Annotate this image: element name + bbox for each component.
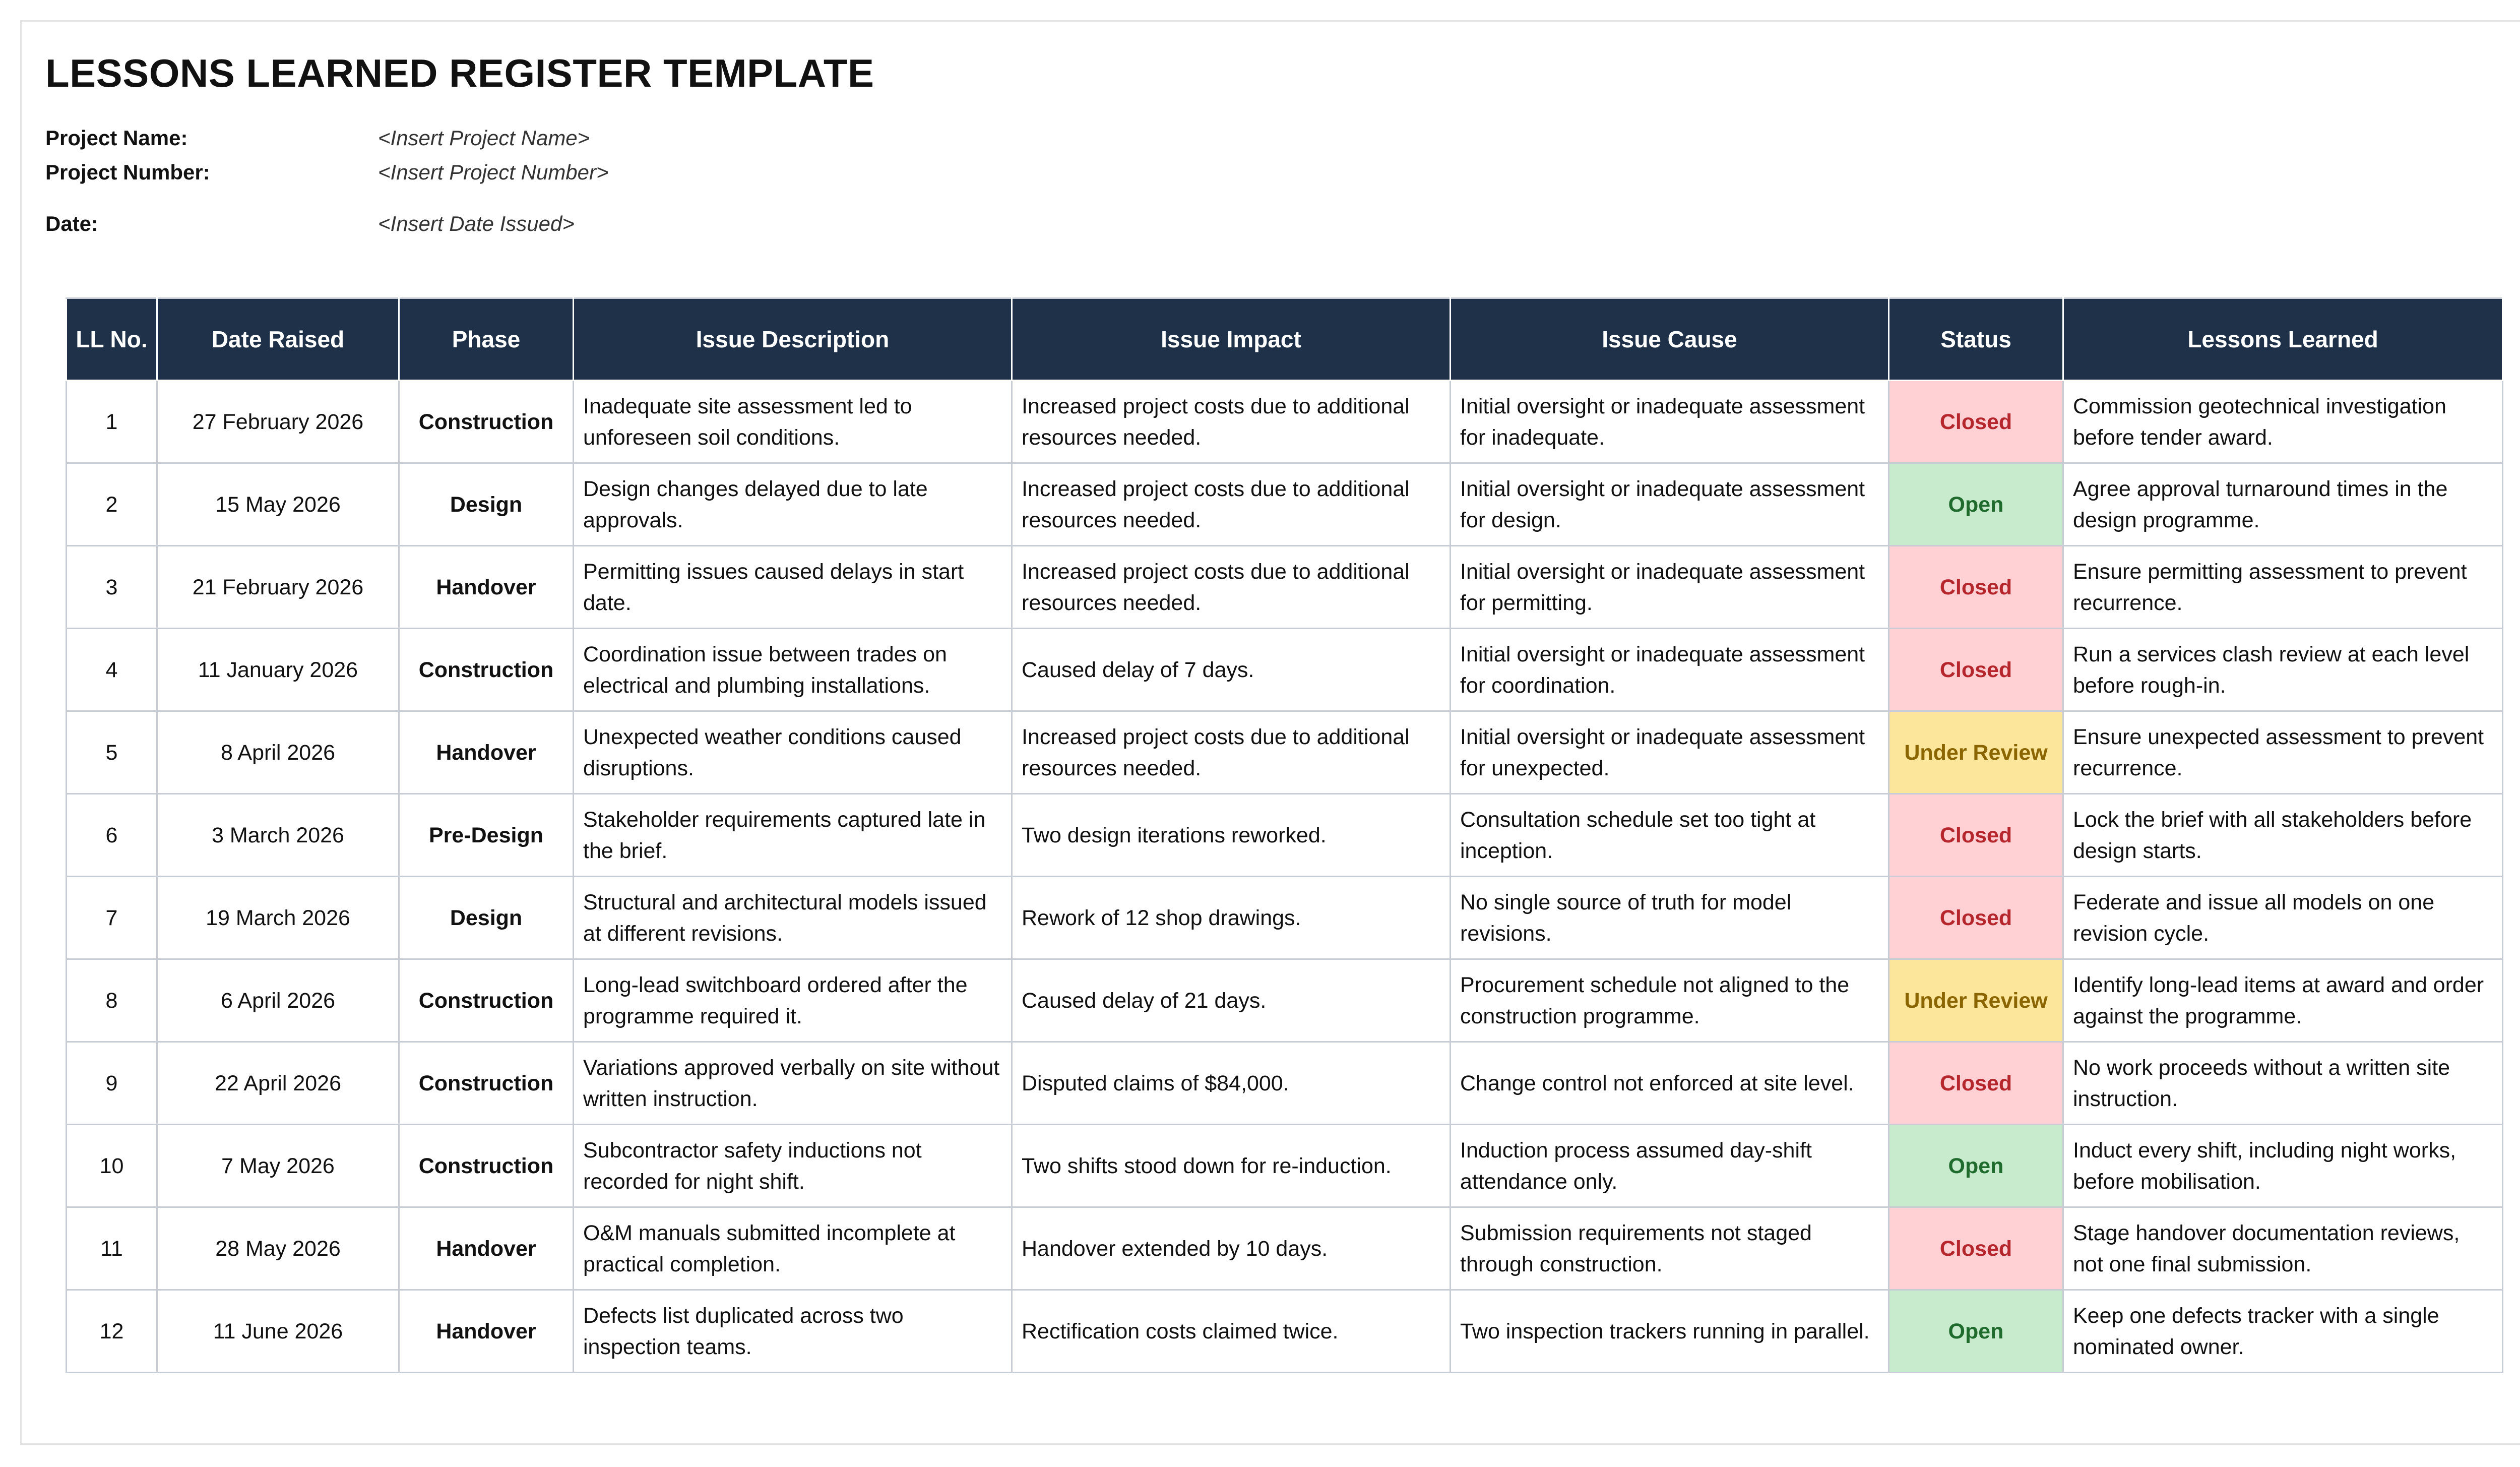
status-badge: Closed [1889, 629, 2063, 711]
table-row [67, 711, 2503, 794]
issue-impact-cell: Increased project costs due to additional resources needed. [1012, 711, 1451, 794]
status-badge: Open [1889, 1125, 2063, 1207]
table-row [67, 1042, 2503, 1125]
date-raised-cell: 21 February 2026 [157, 546, 399, 629]
issue-cause-cell: No single source of truth for model revisions. [1451, 877, 1889, 959]
status-badge: Open [1889, 1290, 2063, 1373]
issue-description-cell: Subcontractor safety inductions not recorded for night shift. [574, 1125, 1012, 1207]
date-raised-cell: 28 May 2026 [157, 1207, 399, 1290]
ll-number-cell: 4 [67, 629, 157, 711]
issue-cause-cell: Procurement schedule not aligned to the construction programme. [1451, 959, 1889, 1042]
header-issue-cause: Issue Cause [1451, 298, 1889, 381]
phase-cell: Handover [399, 711, 574, 794]
issue-description-cell: Permitting issues caused delays in start date. [574, 546, 1012, 629]
issue-cause-cell: Two inspection trackers running in parallel. [1451, 1290, 1889, 1373]
lessons-learned-cell: Ensure permitting assessment to prevent recurrence. [2063, 546, 2503, 629]
date-raised-cell: 6 April 2026 [157, 959, 399, 1042]
status-badge: Under Review [1889, 959, 2063, 1042]
project-number-row [45, 155, 2481, 190]
table-row [67, 546, 2503, 629]
date-raised-cell: 8 April 2026 [157, 711, 399, 794]
document-content [45, 45, 2481, 241]
issue-cause-cell: Induction process assumed day-shift attendance only. [1451, 1125, 1889, 1207]
date-raised-cell: 3 March 2026 [157, 794, 399, 877]
lessons-learned-cell: Commission geotechnical investigation before tender award. [2063, 381, 2503, 463]
ll-number-cell: 12 [67, 1290, 157, 1373]
phase-cell: Pre-Design [399, 794, 574, 877]
date-row [45, 207, 2481, 241]
date-raised-cell: 7 May 2026 [157, 1125, 399, 1207]
lessons-learned-cell: Keep one defects tracker with a single nominated owner. [2063, 1290, 2503, 1373]
status-badge: Open [1889, 463, 2063, 546]
table-row [67, 959, 2503, 1042]
issue-impact-cell: Caused delay of 7 days. [1012, 629, 1451, 711]
table-row [67, 1207, 2503, 1290]
issue-description-cell: Design changes delayed due to late approvals. [574, 463, 1012, 546]
date-raised-cell: 11 January 2026 [157, 629, 399, 711]
issue-cause-cell: Consultation schedule set too tight at inception. [1451, 794, 1889, 877]
issue-cause-cell: Initial oversight or inadequate assessment for coordination. [1451, 629, 1889, 711]
page-title: LESSONS LEARNED REGISTER TEMPLATE [45, 51, 874, 95]
lessons-learned-cell: No work proceeds without a written site instruction. [2063, 1042, 2503, 1125]
table-row [67, 794, 2503, 877]
phase-cell: Construction [399, 1125, 574, 1207]
date-label: Date: [45, 212, 99, 235]
issue-description-cell: Coordination issue between trades on electrical and plumbing installations. [574, 629, 1012, 711]
issue-cause-cell: Initial oversight or inadequate assessment for unexpected. [1451, 711, 1889, 794]
issue-impact-cell: Rectification costs claimed twice. [1012, 1290, 1451, 1373]
status-badge: Closed [1889, 794, 2063, 877]
lessons-learned-table [66, 297, 2503, 1373]
phase-cell: Handover [399, 1290, 574, 1373]
table-row [67, 629, 2503, 711]
lessons-learned-cell: Identify long-lead items at award and order against the programme. [2063, 959, 2503, 1042]
issue-cause-cell: Initial oversight or inadequate assessment for inadequate. [1451, 381, 1889, 463]
status-badge: Closed [1889, 381, 2063, 463]
ll-number-cell: 11 [67, 1207, 157, 1290]
issue-impact-cell: Two shifts stood down for re-induction. [1012, 1125, 1451, 1207]
lessons-learned-cell: Agree approval turnaround times in the design programme. [2063, 463, 2503, 546]
ll-number-cell: 8 [67, 959, 157, 1042]
header-date-raised: Date Raised [157, 298, 399, 381]
date-raised-cell: 27 February 2026 [157, 381, 399, 463]
table-row [67, 463, 2503, 546]
project-name-value[interactable]: <Insert Project Name> [378, 126, 590, 150]
issue-description-cell: Variations approved verbally on site without written instruction. [574, 1042, 1012, 1125]
date-value[interactable]: <Insert Date Issued> [378, 212, 575, 235]
status-badge: Under Review [1889, 711, 2063, 794]
issue-description-cell: O&M manuals submitted incomplete at practical completion. [574, 1207, 1012, 1290]
status-badge: Closed [1889, 546, 2063, 629]
lessons-learned-cell: Ensure unexpected assessment to prevent recurrence. [2063, 711, 2503, 794]
issue-cause-cell: Submission requirements not staged through construction. [1451, 1207, 1889, 1290]
project-number-value[interactable]: <Insert Project Number> [378, 160, 609, 184]
table-row [67, 381, 2503, 463]
ll-number-cell: 3 [67, 546, 157, 629]
project-meta [45, 121, 2481, 241]
issue-description-cell: Inadequate site assessment led to unforeseen soil conditions. [574, 381, 1012, 463]
phase-cell: Handover [399, 1207, 574, 1290]
header-ll-no: LL No. [67, 298, 157, 381]
header-phase: Phase [399, 298, 574, 381]
issue-cause-cell: Initial oversight or inadequate assessment for design. [1451, 463, 1889, 546]
ll-number-cell: 10 [67, 1125, 157, 1207]
header-issue-impact: Issue Impact [1012, 298, 1451, 381]
phase-cell: Construction [399, 1042, 574, 1125]
table-header-row [67, 298, 2503, 381]
table-row [67, 1125, 2503, 1207]
phase-cell: Construction [399, 629, 574, 711]
lessons-learned-cell: Lock the brief with all stakeholders before design starts. [2063, 794, 2503, 877]
issue-description-cell: Defects list duplicated across two inspection teams. [574, 1290, 1012, 1373]
ll-number-cell: 6 [67, 794, 157, 877]
phase-cell: Design [399, 877, 574, 959]
lessons-learned-cell: Induct every shift, including night works, before mobilisation. [2063, 1125, 2503, 1207]
issue-description-cell: Unexpected weather conditions caused disruptions. [574, 711, 1012, 794]
issue-impact-cell: Increased project costs due to additional resources needed. [1012, 463, 1451, 546]
header-lessons-learned: Lessons Learned [2063, 298, 2503, 381]
issue-cause-cell: Initial oversight or inadequate assessment for permitting. [1451, 546, 1889, 629]
issue-impact-cell: Rework of 12 shop drawings. [1012, 877, 1451, 959]
issue-impact-cell: Caused delay of 21 days. [1012, 959, 1451, 1042]
date-raised-cell: 19 March 2026 [157, 877, 399, 959]
table-body [67, 381, 2503, 1373]
project-name-row [45, 121, 2481, 155]
date-raised-cell: 15 May 2026 [157, 463, 399, 546]
status-badge: Closed [1889, 877, 2063, 959]
date-raised-cell: 11 June 2026 [157, 1290, 399, 1373]
status-badge: Closed [1889, 1207, 2063, 1290]
issue-cause-cell: Change control not enforced at site level. [1451, 1042, 1889, 1125]
issue-impact-cell: Increased project costs due to additional resources needed. [1012, 381, 1451, 463]
issue-impact-cell: Handover extended by 10 days. [1012, 1207, 1451, 1290]
ll-number-cell: 9 [67, 1042, 157, 1125]
phase-cell: Construction [399, 959, 574, 1042]
issue-description-cell: Long-lead switchboard ordered after the programme required it. [574, 959, 1012, 1042]
phase-cell: Design [399, 463, 574, 546]
lessons-learned-cell: Run a services clash review at each level before rough-in. [2063, 629, 2503, 711]
table-row [67, 877, 2503, 959]
ll-number-cell: 7 [67, 877, 157, 959]
phase-cell: Handover [399, 546, 574, 629]
issue-impact-cell: Increased project costs due to additional resources needed. [1012, 546, 1451, 629]
header-status: Status [1889, 298, 2063, 381]
issue-impact-cell: Disputed claims of $84,000. [1012, 1042, 1451, 1125]
table-row [67, 1290, 2503, 1373]
issue-description-cell: Stakeholder requirements captured late in the brief. [574, 794, 1012, 877]
issue-impact-cell: Two design iterations reworked. [1012, 794, 1451, 877]
issue-description-cell: Structural and architectural models issued at different revisions. [574, 877, 1012, 959]
ll-number-cell: 5 [67, 711, 157, 794]
date-raised-cell: 22 April 2026 [157, 1042, 399, 1125]
ll-number-cell: 1 [67, 381, 157, 463]
lessons-learned-cell: Federate and issue all models on one revision cycle. [2063, 877, 2503, 959]
status-badge: Closed [1889, 1042, 2063, 1125]
phase-cell: Construction [399, 381, 574, 463]
header-issue-description: Issue Description [574, 298, 1012, 381]
lessons-learned-cell: Stage handover documentation reviews, not one final submission. [2063, 1207, 2503, 1290]
project-name-label: Project Name: [45, 126, 188, 150]
project-number-label: Project Number: [45, 160, 210, 184]
ll-number-cell: 2 [67, 463, 157, 546]
